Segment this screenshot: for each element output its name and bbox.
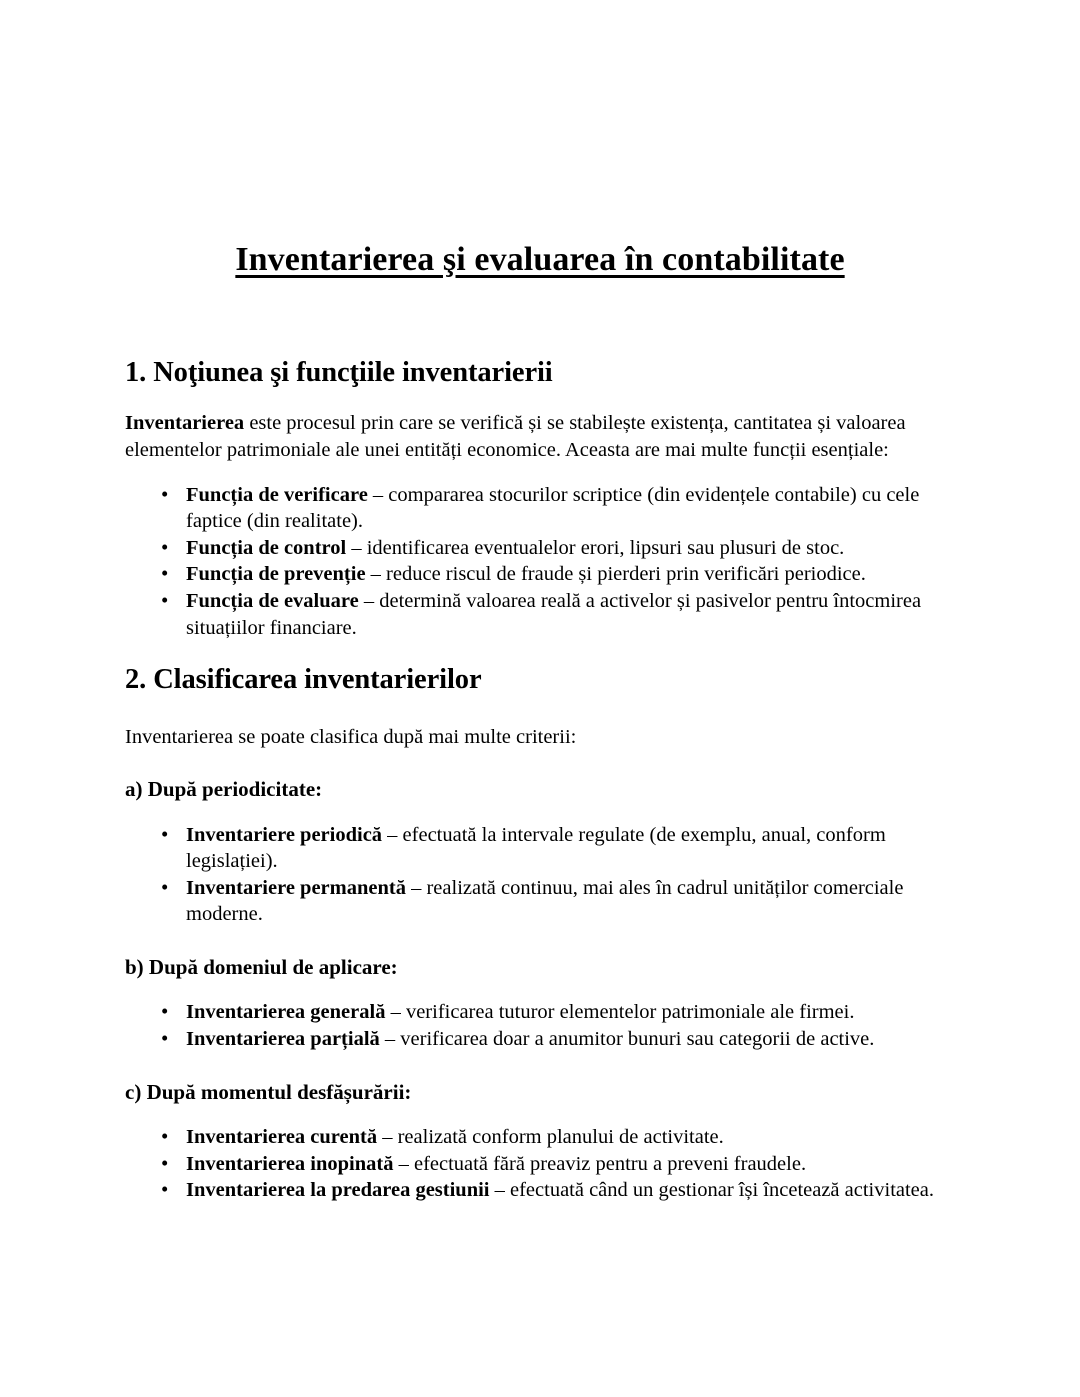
page-title-text: Inventarierea şi evaluarea în contabilitate — [235, 241, 845, 278]
list-item — [125, 535, 955, 562]
list-item — [125, 588, 955, 641]
spacer — [125, 750, 955, 776]
list-item-lead: Inventariere periodică — [186, 823, 383, 846]
list-item-rest: – efectuată fără preaviz pentru a preveni fraudele. — [393, 1152, 807, 1175]
spacer — [125, 390, 955, 410]
section-heading-1: 1. Noţiunea şi funcţiile inventarierii — [125, 357, 553, 389]
list-item-rest: – determină valoarea reală a activelor și pasivelor pentru întocmirea situațiilor financiare. — [186, 590, 922, 639]
list-item-rest: – efectuată la intervale regulate (de exemplu, anual, conform legislației). — [186, 823, 886, 873]
subsection-heading-b: b) După domeniul de aplicare: — [125, 955, 398, 980]
subsection-heading-c: c) După momentul desfășurării: — [125, 1079, 412, 1104]
list-item-lead: Inventarierea generală — [186, 1001, 386, 1024]
list-item-lead: Inventariere permanentă — [186, 876, 406, 899]
subsection-c-bullet-list — [125, 1124, 955, 1204]
subsection-a-bullet-list — [125, 822, 955, 929]
section-2-intro-paragraph: Inventarierea se poate clasifica după mai multe criterii: — [125, 725, 577, 748]
spacer — [125, 981, 955, 999]
spacer — [125, 698, 955, 724]
list-item-rest: – verificarea doar a anumitor bunuri sau categorii de active. — [379, 1028, 875, 1051]
section-1-intro-rest: este procesul prin care se verifică și se stabilește existența, cantitatea și valoarea elementelor patrimoniale ale unei entități economice. Aceasta are mai multe funcții esențiale: — [125, 412, 906, 461]
subsection-heading-a: a) După periodicitate: — [125, 777, 323, 802]
list-item-lead: Inventarierea parțială — [186, 1028, 380, 1051]
list-item-lead: Funcția de verificare — [186, 483, 368, 506]
list-item — [125, 875, 955, 928]
list-item — [125, 1026, 955, 1053]
list-item — [125, 1124, 955, 1151]
spacer — [125, 1106, 955, 1124]
spacer — [125, 804, 955, 822]
list-item — [125, 822, 955, 875]
list-item-lead: Inventarierea curentă — [186, 1125, 378, 1148]
section-1-bullet-list — [125, 482, 955, 642]
list-item-rest: – realizată continuu, mai ales în cadrul unităților comerciale moderne. — [186, 876, 904, 926]
spacer — [125, 641, 955, 663]
spacer — [125, 1053, 955, 1079]
list-item — [125, 999, 955, 1026]
list-item-lead: Funcția de prevenție — [186, 563, 366, 586]
list-item — [125, 1151, 955, 1178]
list-item — [125, 482, 955, 535]
section-heading-2: 2. Clasificarea inventarierilor — [125, 664, 482, 696]
list-item-rest: – identificarea eventualelor erori, lipsuri sau plusuri de stoc. — [346, 536, 845, 559]
list-item-rest: – compararea stocurilor scriptice (din evidențele contabile) cu cele faptice (din realitate). — [186, 483, 920, 533]
list-item — [125, 1177, 955, 1204]
section-1-intro-lead: Inventarierea — [125, 412, 245, 435]
list-item-rest: – verificarea tuturor elementelor patrimoniale ale firmei. — [385, 1001, 855, 1024]
spacer — [125, 464, 955, 482]
list-item-rest: – reduce riscul de fraude și pierderi prin verificări periodice. — [365, 563, 866, 586]
page-title — [125, 240, 955, 279]
list-item-lead: Inventarierea inopinată — [186, 1152, 394, 1175]
spacer — [125, 279, 955, 356]
list-item-rest: – efectuată când un gestionar își încetează activitatea. — [489, 1179, 935, 1202]
list-item-lead: Funcția de control — [186, 536, 347, 559]
list-item-lead: Inventarierea la predarea gestiunii — [186, 1179, 490, 1202]
list-item-rest: – realizată conform planului de activitate. — [377, 1125, 724, 1148]
section-1-intro-paragraph — [125, 410, 955, 463]
spacer — [125, 928, 955, 954]
list-item-lead: Funcția de evaluare — [186, 590, 359, 613]
list-item — [125, 561, 955, 588]
subsection-b-bullet-list — [125, 999, 955, 1052]
